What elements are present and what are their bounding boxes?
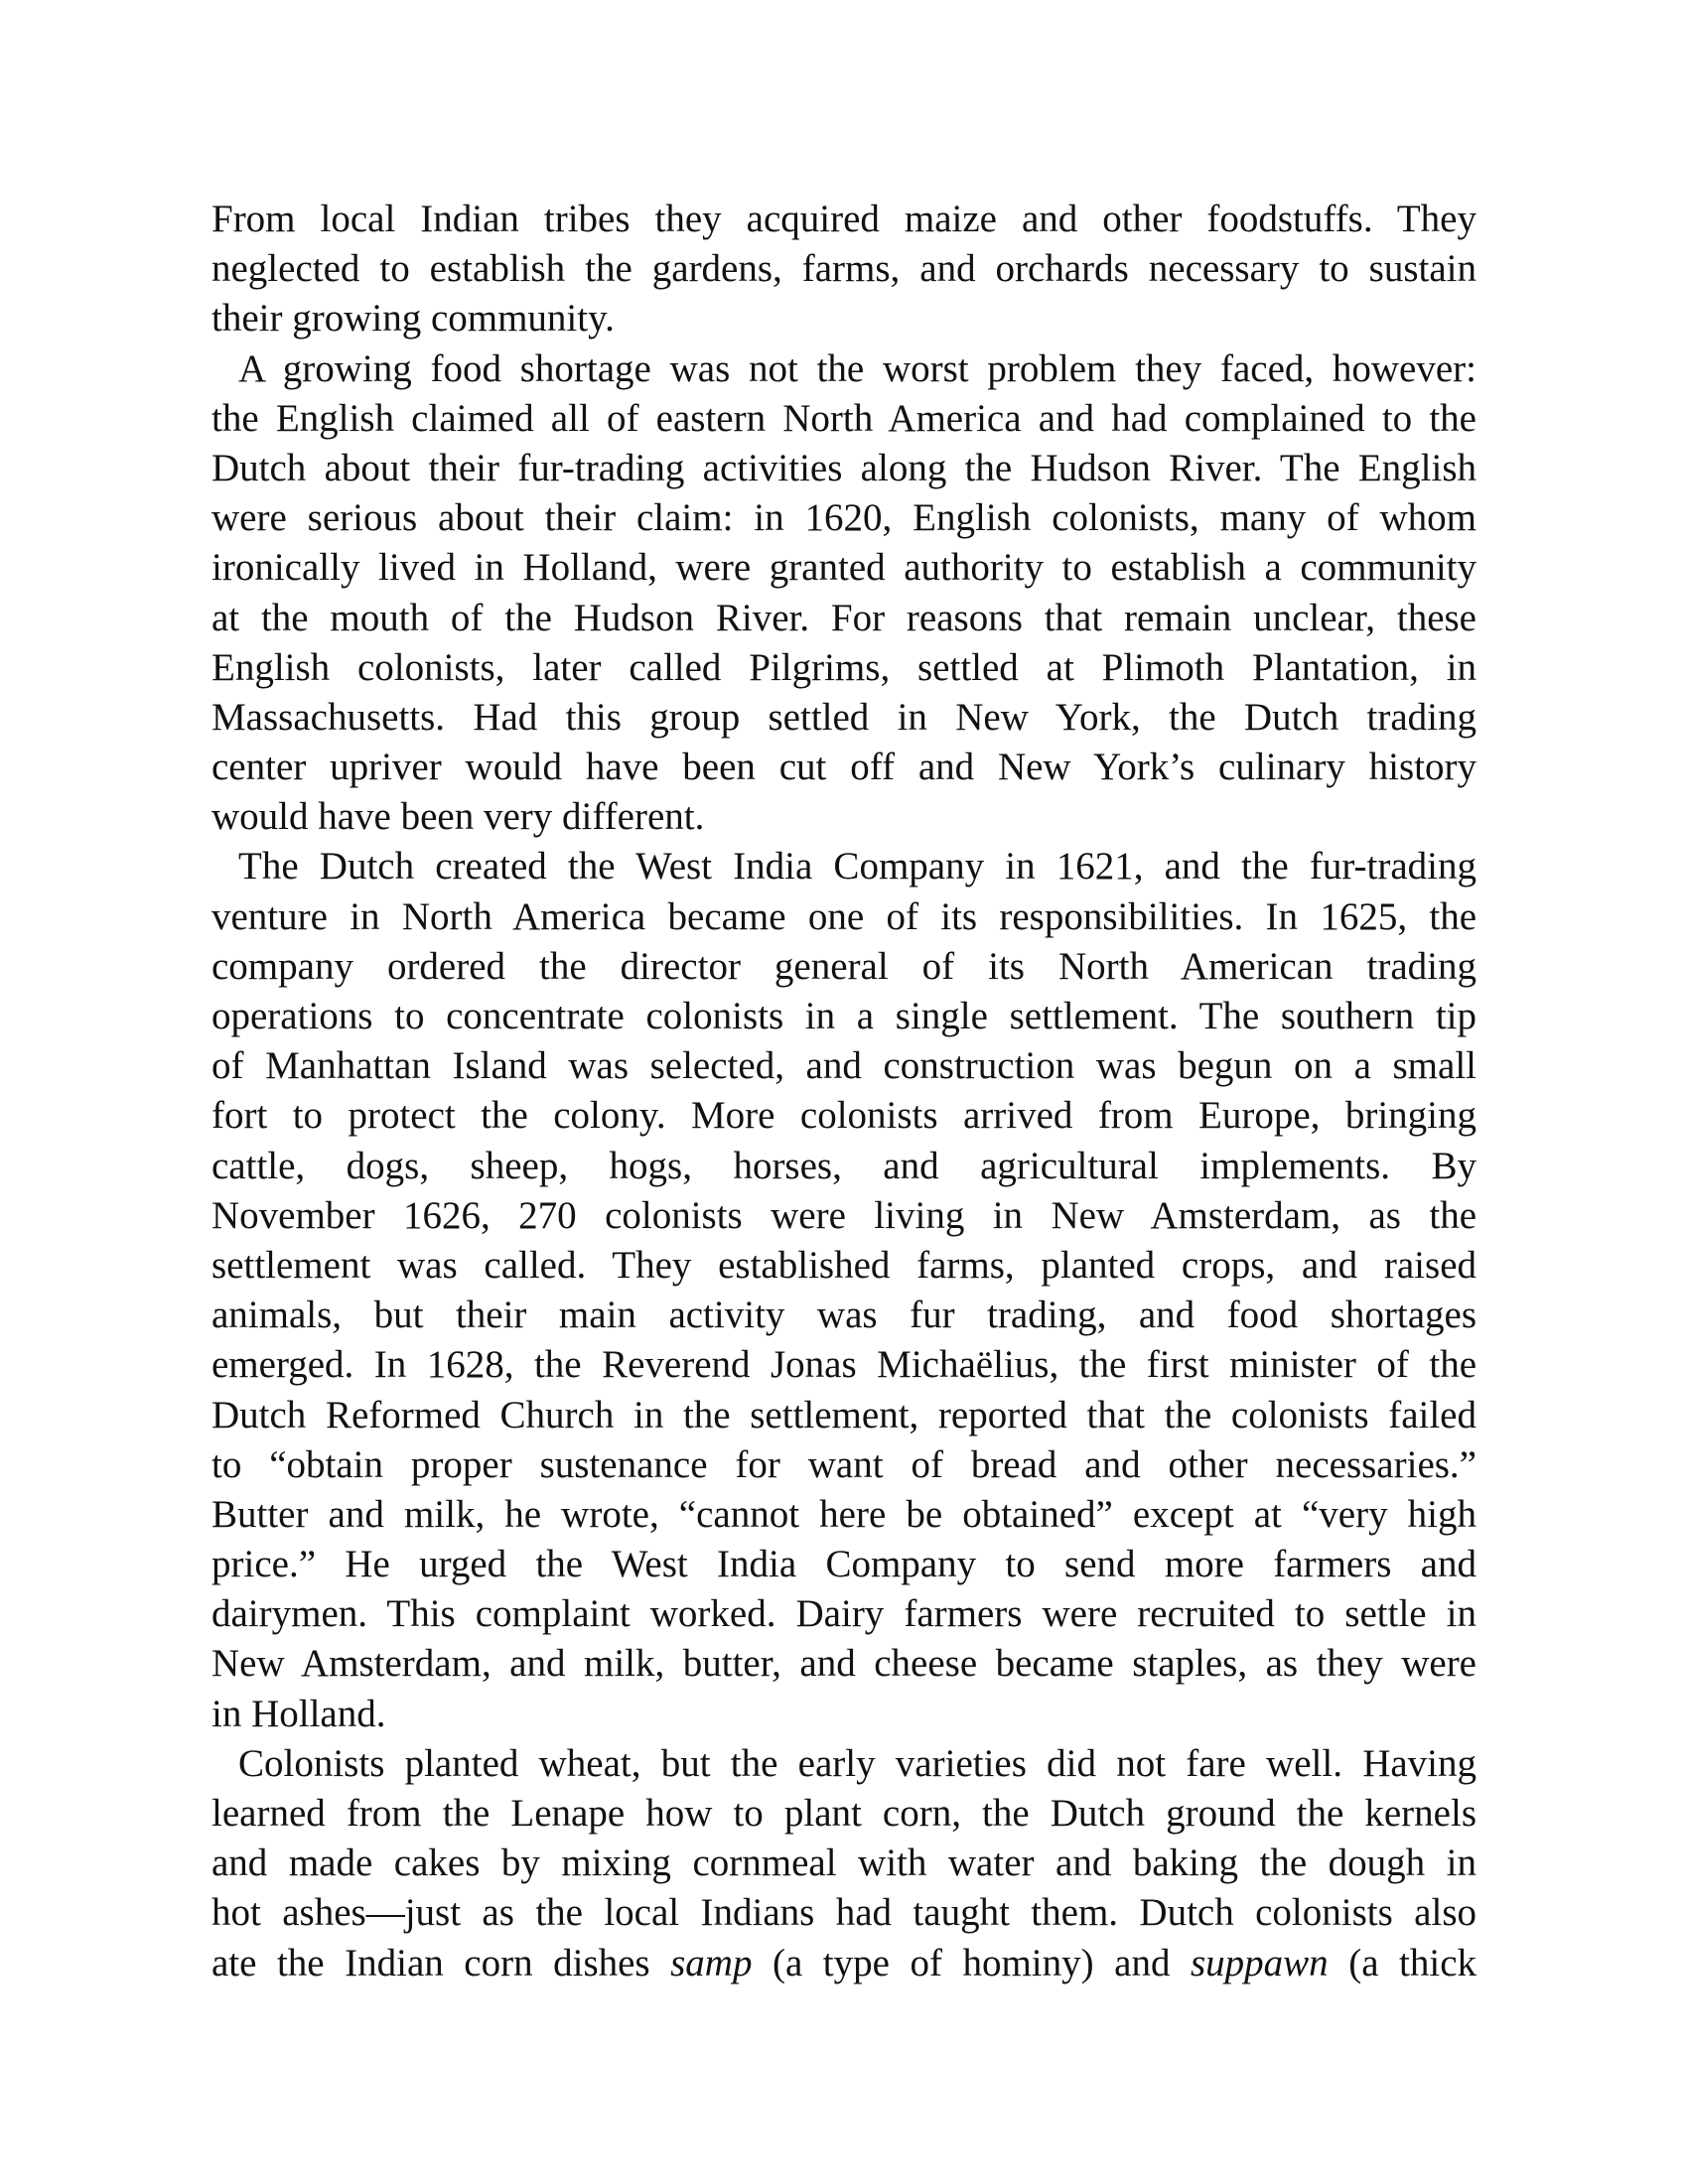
text-run: (a type of hominy) and bbox=[752, 1941, 1191, 1984]
text-line: A growing food shortage was not the worst problem they faced, however: bbox=[238, 346, 1477, 390]
text-line: cattle, dogs, sheep, hogs, horses, and agricultural implements. By bbox=[211, 1144, 1477, 1187]
text-line: the English claimed all of eastern North America and had complained to the bbox=[211, 396, 1477, 440]
text-line: dairymen. This complaint worked. Dairy farmers were recruited to settle in bbox=[211, 1592, 1477, 1636]
text-line: settlement was called. They established farms, planted crops, and raised bbox=[211, 1243, 1477, 1287]
text-run: ate the Indian corn dishes bbox=[211, 1941, 671, 1984]
paragraph-4 bbox=[211, 1739, 1477, 1988]
text-line: English colonists, later called Pilgrims, settled at Plimoth Plantation, in bbox=[211, 645, 1477, 689]
text-line: center upriver would have been cut off and New York’s culinary history bbox=[211, 746, 1477, 789]
italic-term-samp: samp bbox=[670, 1941, 753, 1984]
paragraph-1 bbox=[211, 195, 1477, 344]
text-line: neglected to establish the gardens, farms, and orchards necessary to sustain bbox=[211, 247, 1477, 291]
text-line: Massachusetts. Had this group settled in New York, the Dutch trading bbox=[211, 695, 1477, 739]
text-line: November 1626, 270 colonists were living in New Amsterdam, as the bbox=[211, 1193, 1477, 1237]
text-line: emerged. In 1628, the Reverend Jonas Michaëlius, the first minister of the bbox=[211, 1343, 1477, 1387]
text-line: in Holland. bbox=[211, 1692, 386, 1735]
paragraph-2 bbox=[211, 344, 1477, 843]
text-line: Butter and milk, he wrote, “cannot here be obtained” except at “very high bbox=[211, 1492, 1477, 1536]
text-line: operations to concentrate colonists in a single settlement. The southern tip bbox=[211, 995, 1477, 1037]
text-line: of Manhattan Island was selected, and construction was begun on a small bbox=[211, 1044, 1477, 1088]
italic-term-suppawn: suppawn bbox=[1190, 1941, 1329, 1984]
text-line: price.” He urged the West India Company to send more farmers and bbox=[211, 1543, 1477, 1586]
text-line-final bbox=[211, 1939, 1477, 1988]
text-line: The Dutch created the West India Company in 1621, and the fur-trading bbox=[238, 845, 1477, 888]
text-line: learned from the Lenape how to plant corn, the Dutch ground the kernels bbox=[211, 1792, 1477, 1835]
text-line: their growing community. bbox=[211, 297, 615, 341]
text-line: venture in North America became one of its responsibilities. In 1625, the bbox=[211, 894, 1477, 938]
text-line: would have been very different. bbox=[211, 795, 705, 839]
text-line: Colonists planted wheat, but the early varieties did not fare well. Having bbox=[238, 1741, 1477, 1785]
text-line: were serious about their claim: in 1620, English colonists, many of whom bbox=[211, 496, 1477, 540]
text-line: New Amsterdam, and milk, butter, and cheese became staples, as they were bbox=[211, 1642, 1477, 1686]
paragraph-3 bbox=[211, 842, 1477, 1738]
text-line: Dutch about their fur-trading activities along the Hudson River. The English bbox=[211, 446, 1477, 489]
text-line: hot ashes—just as the local Indians had taught them. Dutch colonists also bbox=[211, 1891, 1477, 1935]
text-line: at the mouth of the Hudson River. For reasons that remain unclear, these bbox=[211, 596, 1477, 639]
text-line: company ordered the director general of its North American trading bbox=[211, 944, 1477, 988]
text-line: Dutch Reformed Church in the settlement, reported that the colonists failed bbox=[211, 1393, 1477, 1436]
text-line: ironically lived in Holland, were granted authority to establish a community bbox=[211, 546, 1477, 590]
text-line: fort to protect the colony. More colonists arrived from Europe, bringing bbox=[211, 1094, 1477, 1138]
text-line: From local Indian tribes they acquired maize and other foodstuffs. They bbox=[211, 198, 1477, 240]
document-page bbox=[211, 195, 1477, 1988]
text-line: to “obtain proper sustenance for want of bread and other necessaries.” bbox=[211, 1442, 1477, 1486]
text-line: and made cakes by mixing cornmeal with water and baking the dough in bbox=[211, 1842, 1477, 1885]
text-run: (a thick bbox=[1328, 1941, 1477, 1984]
text-line: animals, but their main activity was fur trading, and food shortages bbox=[211, 1294, 1477, 1337]
